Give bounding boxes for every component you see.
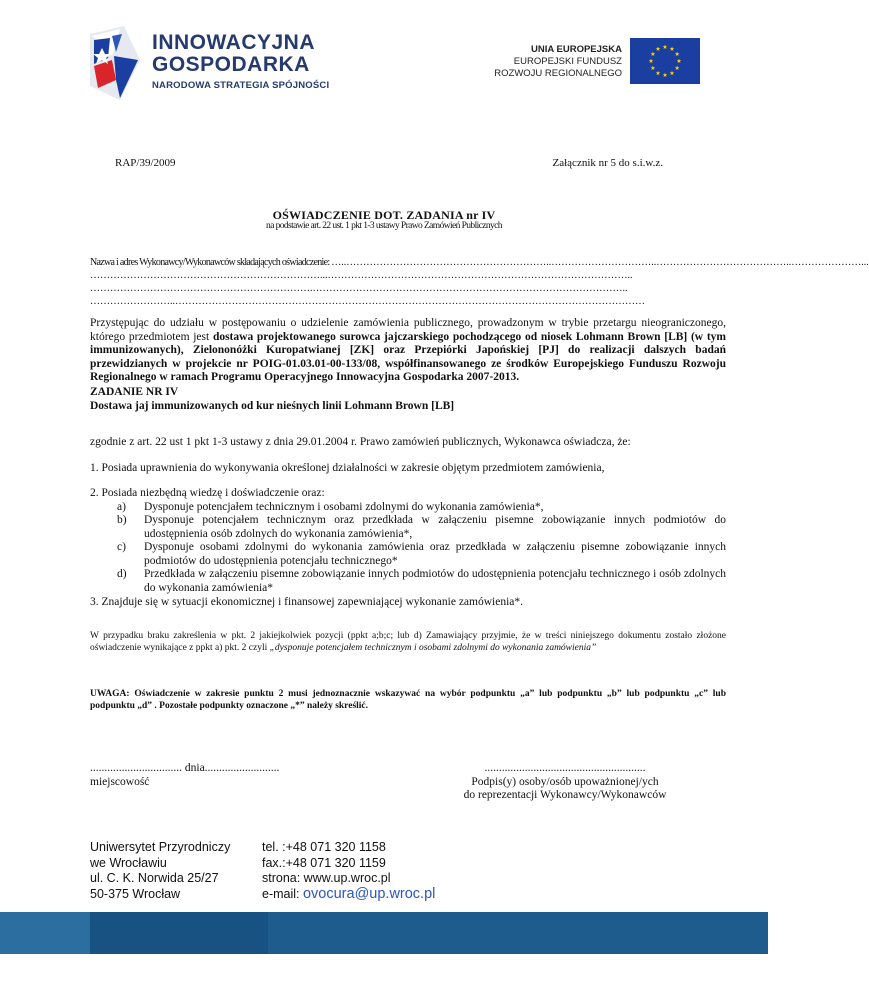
option-text: Przedkłada w załączeniu pisemne zobowiązanie innych podmiotów do udostępnienia potencjału technicznego i osób zdolnych do wykonania zamówienia* (144, 568, 726, 594)
warning-note: UWAGA: Oświadczenie w zakresie punktu 2 musi jednoznacznie wskazywać na wybór podpunktu „a” lub podpunktu „b” lub podpunktu „c” lub podpunktu „d” . Pozostałe podpunkty oznaczone „*” należy skreślić. (90, 689, 726, 711)
eu-line2: EUROPEJSKI FUNDUSZ (513, 56, 622, 67)
footer-bar-segment (268, 912, 768, 954)
address-line4: 50-375 Wrocław (90, 886, 181, 901)
signature-label: Podpis(y) osoby/osób upoważnionej/ych (471, 775, 659, 788)
name-line4: ……………………..…………………………………………………………………………………………………………………………… (90, 296, 645, 307)
phone: tel. :+48 071 320 1158 (262, 840, 386, 854)
eu-line3: ROZWOJU REGIONALNEGO (494, 68, 622, 79)
header (90, 26, 700, 106)
option-text: Dysponuje potencjałem technicznym oraz przedkłada w załączeniu pisemne zobowiązanie innych podmiotów do udostępnienia osób zdolnych do wykonania zamówienia*, (144, 514, 726, 540)
address-line3: ul. C. K. Norwida 25/27 (90, 871, 219, 885)
attachment-label: Załącznik nr 5 do s.i.w.z. (552, 157, 663, 169)
name-line1-fill: …..……………………………………………………..…………………………..…………………………………..…………………... (331, 257, 869, 268)
signature-line: ........................................................ (484, 762, 646, 774)
option-a[interactable] (90, 501, 726, 515)
task-number: ZADANIE NR IV (90, 386, 179, 398)
statement-intro: zgodnie z art. 22 ust 1 pkt 1-3 ustawy z dnia 29.01.2004 r. Prawo zamówień publicznych, Wykonawca oświadcza, że: (90, 436, 631, 448)
footer-bar (0, 912, 768, 954)
option-text: Dysponuje osobami zdolnymi do wykonania zamówienia oraz przedkłada w załączeniu pisemne zobowiązanie innych podmiotów do udostępnienia potencjału technicznego* (144, 541, 726, 567)
address-line2: we Wrocławiu (90, 855, 167, 870)
note-quote: „dysponuje potencjałem technicznym i osobami zdolnymi do wykonania zamówienia” (269, 643, 597, 653)
reference-number: RAP/39/2009 (115, 157, 176, 169)
ig-logo-text (152, 32, 329, 91)
point-2-list (90, 501, 726, 596)
logo-line1: INNOWACYJNA (152, 31, 316, 54)
name-line1 (90, 256, 869, 269)
name-label: Nazwa i adres Wykonawcy/Wykonawców składających oświadczenie: (90, 257, 332, 268)
eu-line1: UNIA EUROPEJSKA (531, 44, 622, 55)
document-subtitle: na podstawie art. 22 ust. 1 pkt 1-3 ustawy Prawo Zamówień Publicznych (266, 221, 502, 231)
task-description: Dostawa jaj immunizowanych od kur nieśnych linii Lohmann Brown [LB] (90, 399, 455, 412)
innowacyjna-gospodarka-logo (90, 26, 140, 100)
intro-subject: dostawa projektowanego surowca jajczarskiego pochodzącego od niosek Lohmann Brown [LB] (w tym immunizowanych), Zielononóżki Kuropatwianej [ZK] oraz Przepiórki Japońskiej [PJ] do realizacji dalszych badań przewidzianych w projekcie nr POIG-01.03.01-00-133/08, współfinansowanego ze środków Europejskiego Funduszu Rozwoju Regionalnego w ramach Programu Operacyjnego Innowacyjna Gospodarka 2007-2013. (90, 330, 726, 383)
footer-bar-segment (90, 912, 268, 954)
default-choice-note (90, 630, 726, 654)
point-3: 3. Znajduje się w sytuacji ekonomicznej i finansowej zapewniającej wykonanie zamówienia*. (90, 596, 524, 608)
place-date-field[interactable] (90, 762, 279, 789)
name-line3: ………………………………………………………….………………………………………………………………………………….. (90, 283, 628, 294)
point-2-intro: 2. Posiada niezbędną wiedzę i doświadczenie oraz: (90, 487, 325, 499)
address-line1: Uniwersytet Przyrodniczy (90, 840, 231, 854)
logo-line2: GOSPODARKA (152, 53, 310, 76)
logo-line3: NARODOWA STRATEGIA SPÓJNOŚCI (152, 80, 330, 91)
option-text: Dysponuje potencjałem technicznym i osobami zdolnymi do wykonania zamówienia*, (144, 500, 544, 513)
email-link[interactable]: ovocura@up.wroc.pl (302, 885, 436, 902)
signature-field[interactable] (445, 762, 685, 803)
fax: fax.:+48 071 320 1159 (262, 855, 386, 870)
option-d[interactable] (90, 568, 726, 595)
name-line2: ……………………………………………………………...……………………………………………………………………………….. (90, 270, 633, 281)
eu-text (494, 44, 622, 80)
document-title: OŚWIADCZENIE DOT. ZADANIA nr IV (272, 208, 496, 222)
eu-flag-icon (630, 38, 700, 84)
option-b[interactable] (90, 514, 726, 541)
signature-label-2: do reprezentacji Wykonawcy/Wykonawców (463, 789, 667, 801)
task-heading (90, 386, 726, 413)
option-letter: d) (117, 568, 127, 580)
footer-address (90, 840, 230, 902)
option-letter: a) (117, 500, 126, 513)
place-date-line: ................................ dnia.......................... (90, 762, 280, 774)
note-text: W przypadku braku zakreślenia w pkt. 2 jakiejkolwiek pozycji (ppkt a;b;c; lub d) Zamawiający przyjmie, że w treści niniejszego dokumentu zostało złożone oświadczenie wynikające z ppkt a) pkt. 2 czyli (90, 631, 726, 653)
point-1: 1. Posiada uprawnienia do wykonywania określonej działalności w zakresie objętym przedmiotem zamówienia, (90, 462, 605, 474)
contractor-name-field[interactable] (90, 256, 869, 308)
email-row (262, 887, 435, 903)
intro-paragraph (90, 317, 726, 385)
option-letter: c) (117, 541, 126, 553)
footer-bar-segment (0, 912, 90, 954)
intro-text: Przystępując do udziału w postępowaniu o udzielenie zamówienia publicznego, prowadzonym w trybie przetargu nieograniczonego, którego przedmiotem jest (90, 317, 726, 343)
point-2 (90, 487, 726, 595)
email-label: e-mail: (262, 886, 303, 901)
footer-contact (262, 840, 435, 902)
option-c[interactable] (90, 541, 726, 568)
place-label: miejscowość (90, 775, 150, 788)
website: strona: www.up.wroc.pl (262, 871, 391, 885)
option-letter: b) (117, 514, 127, 526)
